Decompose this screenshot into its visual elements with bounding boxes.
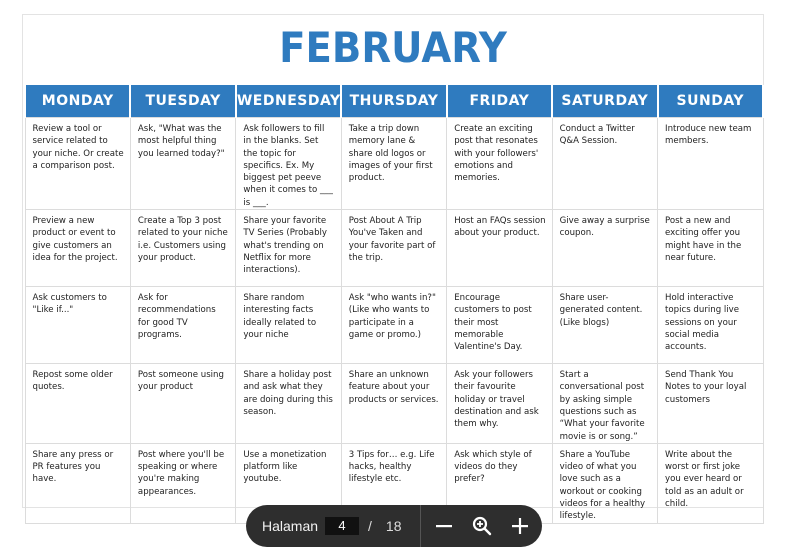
calendar-cell: Use a monetization platform like youtube. (236, 443, 341, 523)
week-row (25, 364, 763, 444)
calendar-cell: Ask for recommendations for good TV programs. (130, 287, 235, 364)
calendar-cell: Repost some older quotes. (25, 364, 130, 444)
page-label: Halaman (262, 518, 319, 534)
calendar-cell: Create an exciting post that resonates with your followers' emotions and memories. (447, 118, 552, 210)
calendar-cell: Share a holiday post and ask what they are doing during this season. (236, 364, 341, 444)
zoom-fit-button[interactable] (463, 505, 501, 547)
week-row (25, 210, 763, 287)
page-viewer-toolbar (246, 505, 542, 547)
calendar-cell: Encourage customers to post their most memorable Valentine's Day. (447, 287, 552, 364)
calendar-cell: Post a new and exciting offer you might have in the near future. (658, 210, 763, 287)
content-calendar (24, 85, 764, 524)
calendar-cell: Preview a new product or event to give customers an idea for the project. (25, 210, 130, 287)
day-header-saturday: SATURDAY (552, 85, 657, 118)
calendar-cell: Share user-generated content. (Like blogs) (552, 287, 657, 364)
day-header-monday: MONDAY (25, 85, 130, 118)
calendar-cell: Share a YouTube video of what you love such as a workout or cooking videos for a healthy lifestyle. (552, 443, 657, 523)
calendar-cell: Give away a surprise coupon. (552, 210, 657, 287)
calendar-cell: Review a tool or service related to your niche. Or create a comparison post. (25, 118, 130, 210)
zoom-in-button[interactable] (501, 505, 539, 547)
calendar-cell: Share any press or PR features you have. (25, 443, 130, 523)
calendar-cell: Post where you'll be speaking or where you're making appearances. (130, 443, 235, 523)
calendar-cell: Introduce new team members. (658, 118, 763, 210)
day-header-row (25, 85, 763, 118)
calendar-cell: Host an FAQs session about your product. (447, 210, 552, 287)
calendar-cell: Start a conversational post by asking simple questions such as “What your favorite movie is or song.” (552, 364, 657, 444)
calendar-cell: Post About A Trip You've Taken and your favorite part of the trip. (341, 210, 446, 287)
toolbar-divider (420, 505, 421, 547)
total-pages: 18 (385, 518, 402, 534)
calendar-cell: Ask which style of videos do they prefer? (447, 443, 552, 523)
calendar-cell: Ask followers to fill in the blanks. Set the topic for specifics. Ex. My biggest pet peeve when it comes to ___ is ___. (236, 118, 341, 210)
day-header-thursday: THURSDAY (341, 85, 446, 118)
day-header-sunday: SUNDAY (658, 85, 763, 118)
calendar-cell: Take a trip down memory lane & share old logos or images of your first product. (341, 118, 446, 210)
day-header-wednesday: WEDNESDAY (236, 85, 341, 118)
calendar-cell: Share your favorite TV Series (Probably what's trending on Netflix for more interactions). (236, 210, 341, 287)
calendar-cell: Ask, "What was the most helpful thing you learned today?" (130, 118, 235, 210)
page-number-input[interactable] (325, 517, 359, 535)
calendar-cell: Conduct a Twitter Q&A Session. (552, 118, 657, 210)
page-separator: / (368, 518, 372, 534)
calendar-cell: Ask your followers their favourite holiday or travel destination and ask them why. (447, 364, 552, 444)
document-page (22, 14, 764, 522)
calendar-cell: Hold interactive topics during live sessions on your social media accounts. (658, 287, 763, 364)
calendar-cell: 3 Tips for… e.g. Life hacks, healthy lifestyle etc. (341, 443, 446, 523)
calendar-cell: Write about the worst or first joke you ever heard or told as an adult or child. (658, 443, 763, 523)
week-row (25, 118, 763, 210)
week-row (25, 287, 763, 364)
calendar-cell: Post someone using your product (130, 364, 235, 444)
zoom-icon (472, 516, 492, 536)
day-header-tuesday: TUESDAY (130, 85, 235, 118)
calendar-cell: Send Thank You Notes to your loyal customers (658, 364, 763, 444)
calendar-title: FEBRUARY (279, 23, 507, 72)
calendar-cell: Share random interesting facts ideally related to your niche (236, 287, 341, 364)
calendar-cell: Ask "who wants in?" (Like who wants to participate in a game or promo.) (341, 287, 446, 364)
zoom-out-button[interactable] (425, 505, 463, 547)
minus-icon (435, 517, 453, 535)
calendar-cell: Ask customers to "Like if..." (25, 287, 130, 364)
day-header-friday: FRIDAY (447, 85, 552, 118)
calendar-cell: Create a Top 3 post related to your niche i.e. Customers using your product. (130, 210, 235, 287)
plus-icon (511, 517, 529, 535)
calendar-cell: Share an unknown feature about your products or services. (341, 364, 446, 444)
